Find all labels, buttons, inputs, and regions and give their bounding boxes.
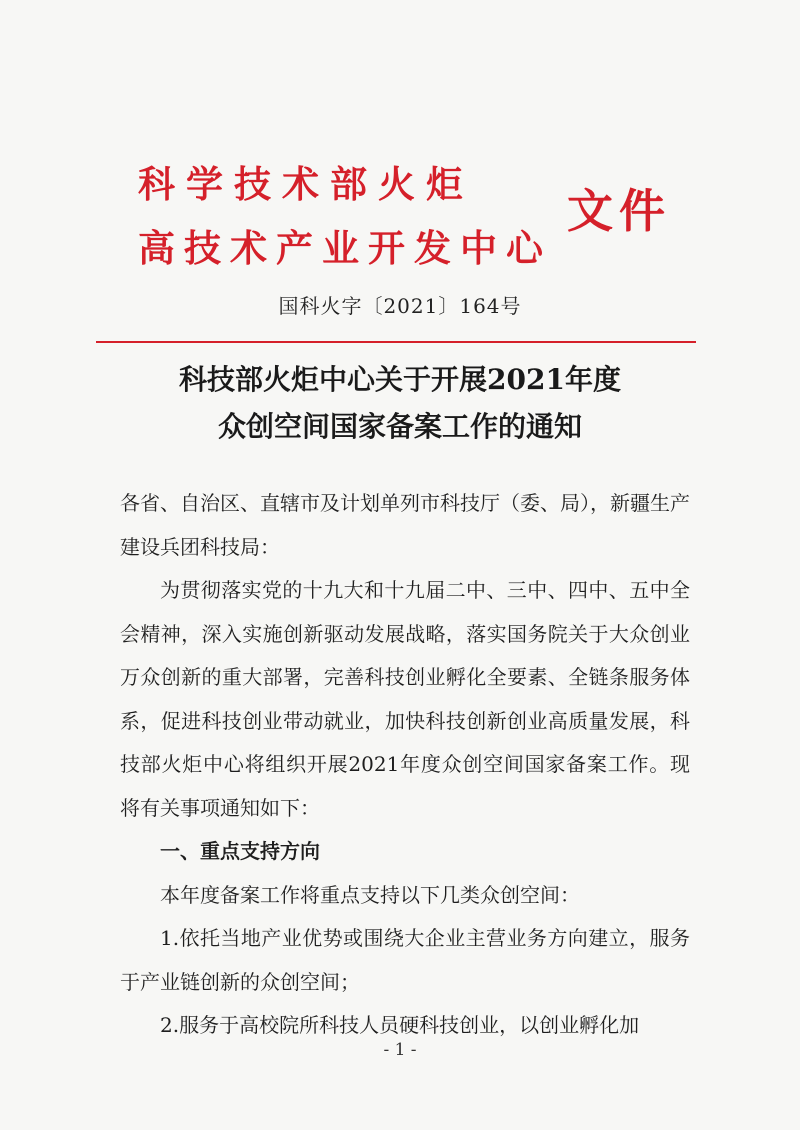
red-divider-line <box>96 341 696 343</box>
list-item-1: 1.依托当地产业优势或围绕大企业主营业务方向建立，服务于产业链创新的众创空间； <box>120 926 690 994</box>
section-intro: 本年度备案工作将重点支持以下几类众创空间： <box>160 882 580 907</box>
document-body <box>120 482 690 1048</box>
document-title <box>0 356 800 450</box>
title-line-2: 众创空间国家备案工作的通知 <box>217 410 582 443</box>
document-type-label: 文件 <box>567 184 671 238</box>
issuer-line-2: 高技术产业开发中心 <box>138 226 552 270</box>
list-item-2: 2.服务于高校院所科技人员硬科技创业，以创业孵化加 <box>160 1013 640 1037</box>
issuer-line-1: 科学技术部火炬 <box>138 162 474 206</box>
document-number: 国科火字〔2021〕164号 <box>278 294 522 318</box>
issuer-block <box>138 152 552 280</box>
intro-paragraph: 为贯彻落实党的十九大和十九届二中、三中、四中、五中全会精神，深入实施创新驱动发展战略，落实国务院关于大众创业万众创新的重大部署，完善科技创业孵化全要素、全链条服务体系，促进科技创业带动就业，加快科技创新创业高质量发展，科技部火炬中心将组织开展2021年度众创空间国家备案工作。现将有关事项通知如下： <box>120 578 690 820</box>
salutation: 各省、自治区、直辖市及计划单列市科技厅（委、局），新疆生产建设兵团科技局： <box>120 491 690 559</box>
page-number: - 1 - <box>383 1040 417 1060</box>
title-line-1: 科技部火炬中心关于开展2021年度 <box>179 363 621 396</box>
section-heading: 一、重点支持方向 <box>160 839 320 863</box>
